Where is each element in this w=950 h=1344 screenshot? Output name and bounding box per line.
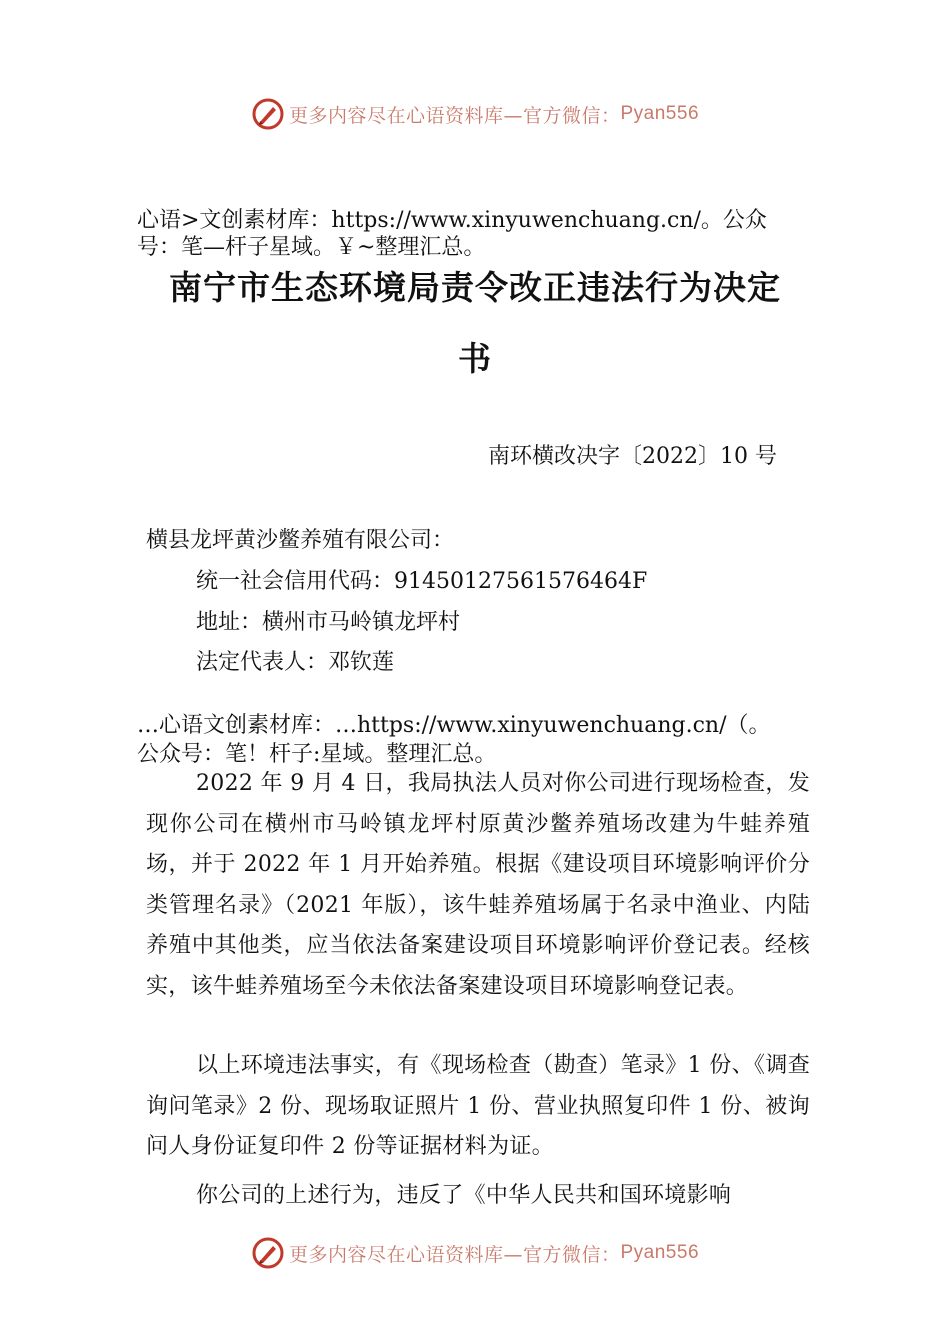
document-title-line-2: 书 <box>458 339 492 378</box>
banner-handle: Pyan556 <box>620 103 700 124</box>
watermark-line-2: 号：笔—杆子星域。￥~整理汇总。 <box>137 235 486 260</box>
legal-representative: 法定代表人：邓钦莲 <box>196 650 395 675</box>
company-address: 地址：横州市马岭镇龙坪村 <box>196 610 461 635</box>
addressee: 横县龙坪黄沙鳖养殖有限公司： <box>146 528 455 553</box>
pen-seal-icon <box>251 97 285 131</box>
banner-text: 更多内容尽在心语资料库—官方微信： <box>288 104 621 127</box>
footer-banner <box>0 1236 950 1270</box>
body-paragraph-2: 以上环境违法事实，有《现场检查（勘查）笔录》1 份、《调查询问笔录》2 份、现场取证照片 1 份、营业执照复印件 1 份、被询问人身份证复印件 2 份等证据材料为证。 <box>146 1053 810 1159</box>
body-paragraph-3: 你公司的上述行为，违反了《中华人民共和国环境影响 <box>196 1183 732 1208</box>
credit-code: 统一社会信用代码：91450127561576464F <box>196 569 648 594</box>
banner-handle: Pyan556 <box>620 1242 700 1263</box>
watermark-mid-line-1: …心语文创素材库：…https://www.xinyuwenchuang.cn/（。 <box>137 713 771 738</box>
pen-seal-icon <box>251 1236 285 1270</box>
watermark-mid-line-2: 公众号：笔！杆子:星域。整理汇总。 <box>137 742 497 767</box>
watermark-line-1: 心语>文创素材库：https://www.xinyuwenchuang.cn/。公众 <box>137 208 767 233</box>
document-title-line-1: 南宁市生态环境局责令改正违法行为决定 <box>169 268 781 307</box>
document-number: 南环横改决字〔2022〕10 号 <box>488 444 777 469</box>
banner-text: 更多内容尽在心语资料库—官方微信： <box>288 1243 621 1266</box>
header-banner <box>0 97 950 131</box>
body-paragraph-1: 2022 年 9 月 4 日，我局执法人员对你公司进行现场检查，发现你公司在横州市马岭镇龙坪村原黄沙鳖养殖场改建为牛蛙养殖场，并于 2022 年 1 月开始养殖。根据《建设项目环境影响评价分类管理名录》（2021 年版），该牛蛙养殖场属于名录中渔业、内陆养殖中其他类，应当依法备案建设项目环境影响评价登记表。经核实，该牛蛙养殖场至今未依法备案建设项目环境影响登记表。 <box>146 771 810 999</box>
